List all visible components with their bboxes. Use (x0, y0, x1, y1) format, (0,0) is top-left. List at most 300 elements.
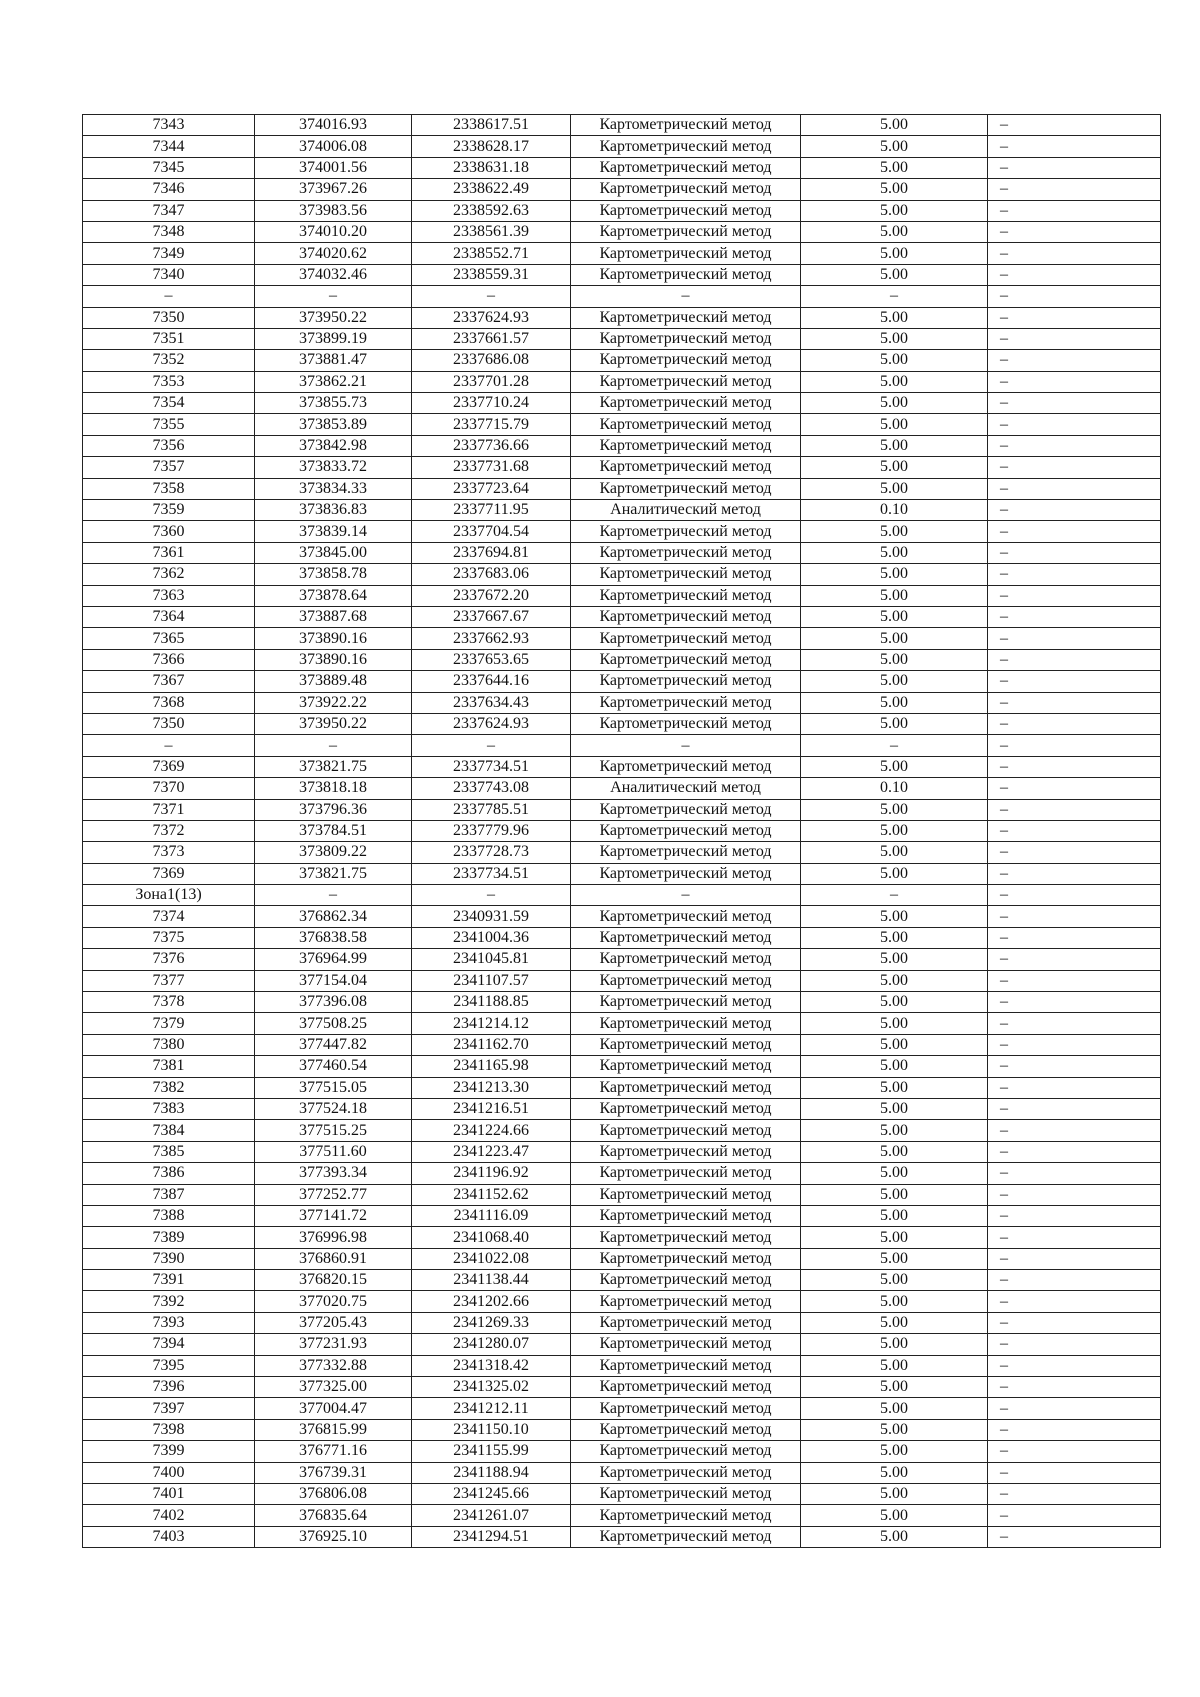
method-cell: Картометрический метод (571, 542, 801, 563)
method-cell: Картометрический метод (571, 243, 801, 264)
coord-y-cell: 2341269.33 (412, 1312, 571, 1333)
note-cell: – (988, 393, 1161, 414)
coord-x-cell: 373853.89 (255, 414, 412, 435)
note-cell: – (988, 435, 1161, 456)
coord-y-cell: 2338622.49 (412, 179, 571, 200)
coordinates-table-body (83, 115, 1161, 1548)
point-number-cell: 7361 (83, 542, 255, 563)
coord-y-cell: 2337686.08 (412, 350, 571, 371)
point-number-cell: 7389 (83, 1227, 255, 1248)
method-cell: Картометрический метод (571, 1227, 801, 1248)
table-row (83, 136, 1161, 157)
coord-x-cell: 377325.00 (255, 1377, 412, 1398)
coord-x-cell: 376996.98 (255, 1227, 412, 1248)
table-row (83, 1227, 1161, 1248)
coord-x-cell: 377447.82 (255, 1034, 412, 1055)
coord-y-cell: 2337694.81 (412, 542, 571, 563)
method-cell: Картометрический метод (571, 799, 801, 820)
accuracy-cell: 5.00 (801, 820, 988, 841)
coord-x-cell: 373842.98 (255, 435, 412, 456)
coord-y-cell: 2337624.93 (412, 307, 571, 328)
accuracy-cell: 5.00 (801, 949, 988, 970)
table-row (83, 393, 1161, 414)
coord-x-cell: 377396.08 (255, 992, 412, 1013)
coord-x-cell: 377508.25 (255, 1013, 412, 1034)
method-cell: Картометрический метод (571, 1505, 801, 1526)
method-cell: Картометрический метод (571, 1248, 801, 1269)
accuracy-cell: 5.00 (801, 1291, 988, 1312)
point-number-cell: 7381 (83, 1056, 255, 1077)
method-cell: Аналитический метод (571, 778, 801, 799)
point-number-cell: 7398 (83, 1419, 255, 1440)
method-cell: – (571, 286, 801, 307)
note-cell: – (988, 585, 1161, 606)
coord-x-cell: 377515.25 (255, 1120, 412, 1141)
coord-y-cell: 2337710.24 (412, 393, 571, 414)
table-row (83, 264, 1161, 285)
coord-x-cell: 374032.46 (255, 264, 412, 285)
coord-y-cell: – (412, 286, 571, 307)
table-row (83, 992, 1161, 1013)
accuracy-cell: 5.00 (801, 1526, 988, 1547)
note-cell: – (988, 179, 1161, 200)
note-cell: – (988, 1419, 1161, 1440)
note-cell: – (988, 927, 1161, 948)
point-number-cell: 7374 (83, 906, 255, 927)
coord-y-cell: 2341152.62 (412, 1184, 571, 1205)
point-number-cell: 7354 (83, 393, 255, 414)
method-cell: Картометрический метод (571, 628, 801, 649)
table-row (83, 735, 1161, 756)
table-row (83, 457, 1161, 478)
method-cell: Картометрический метод (571, 863, 801, 884)
coord-x-cell: 374001.56 (255, 157, 412, 178)
note-cell: – (988, 992, 1161, 1013)
accuracy-cell: 5.00 (801, 1462, 988, 1483)
method-cell: Картометрический метод (571, 1334, 801, 1355)
note-cell: – (988, 1205, 1161, 1226)
coord-x-cell: – (255, 735, 412, 756)
point-number-cell: 7362 (83, 564, 255, 585)
accuracy-cell: 5.00 (801, 200, 988, 221)
method-cell: Картометрический метод (571, 970, 801, 991)
coord-y-cell: 2337644.16 (412, 671, 571, 692)
table-row (83, 671, 1161, 692)
coordinates-table (82, 114, 1161, 1548)
point-number-cell: 7350 (83, 307, 255, 328)
table-row (83, 628, 1161, 649)
coord-y-cell: 2341223.47 (412, 1141, 571, 1162)
coord-x-cell: 373821.75 (255, 756, 412, 777)
coord-y-cell: 2337728.73 (412, 842, 571, 863)
method-cell: Картометрический метод (571, 1441, 801, 1462)
table-row (83, 1120, 1161, 1141)
coord-x-cell: 373862.21 (255, 371, 412, 392)
coord-x-cell: – (255, 885, 412, 906)
accuracy-cell: 5.00 (801, 1098, 988, 1119)
method-cell: Картометрический метод (571, 713, 801, 734)
coord-y-cell: 2341216.51 (412, 1098, 571, 1119)
accuracy-cell: – (801, 286, 988, 307)
point-number-cell: 7347 (83, 200, 255, 221)
method-cell: Картометрический метод (571, 1163, 801, 1184)
coord-x-cell: 377154.04 (255, 970, 412, 991)
accuracy-cell: 5.00 (801, 457, 988, 478)
accuracy-cell: 5.00 (801, 264, 988, 285)
table-row (83, 1077, 1161, 1098)
point-number-cell: 7369 (83, 756, 255, 777)
note-cell: – (988, 1077, 1161, 1098)
table-row (83, 1505, 1161, 1526)
note-cell: – (988, 1098, 1161, 1119)
point-number-cell: 7399 (83, 1441, 255, 1462)
method-cell: Картометрический метод (571, 1034, 801, 1055)
coord-y-cell: 2341138.44 (412, 1270, 571, 1291)
method-cell: Картометрический метод (571, 1098, 801, 1119)
table-row (83, 1013, 1161, 1034)
accuracy-cell: 5.00 (801, 1441, 988, 1462)
table-row (83, 885, 1161, 906)
point-number-cell: 7402 (83, 1505, 255, 1526)
accuracy-cell: 5.00 (801, 157, 988, 178)
method-cell: Картометрический метод (571, 307, 801, 328)
coord-y-cell: 2337683.06 (412, 564, 571, 585)
table-row (83, 692, 1161, 713)
accuracy-cell: 5.00 (801, 435, 988, 456)
accuracy-cell: 5.00 (801, 1312, 988, 1333)
table-row (83, 371, 1161, 392)
note-cell: – (988, 478, 1161, 499)
method-cell: Картометрический метод (571, 1355, 801, 1376)
coord-y-cell: 2337779.96 (412, 820, 571, 841)
table-row (83, 221, 1161, 242)
point-number-cell: 7356 (83, 435, 255, 456)
point-number-cell: 7348 (83, 221, 255, 242)
coord-y-cell: 2337661.57 (412, 328, 571, 349)
note-cell: – (988, 1377, 1161, 1398)
table-row (83, 713, 1161, 734)
note-cell: – (988, 286, 1161, 307)
table-row (83, 286, 1161, 307)
table-row (83, 1056, 1161, 1077)
table-row (83, 157, 1161, 178)
table-row (83, 1098, 1161, 1119)
note-cell: – (988, 628, 1161, 649)
note-cell: – (988, 713, 1161, 734)
accuracy-cell: 5.00 (801, 756, 988, 777)
method-cell: Картометрический метод (571, 1398, 801, 1419)
document-page (82, 114, 1160, 1548)
coord-y-cell: 2338559.31 (412, 264, 571, 285)
coord-x-cell: 373887.68 (255, 606, 412, 627)
coord-x-cell: 376815.99 (255, 1419, 412, 1440)
accuracy-cell: 5.00 (801, 1419, 988, 1440)
coord-x-cell: 377004.47 (255, 1398, 412, 1419)
table-row (83, 500, 1161, 521)
coord-y-cell: 2341224.66 (412, 1120, 571, 1141)
accuracy-cell: 5.00 (801, 1034, 988, 1055)
table-row (83, 649, 1161, 670)
coord-x-cell: 377515.05 (255, 1077, 412, 1098)
note-cell: – (988, 521, 1161, 542)
accuracy-cell: – (801, 885, 988, 906)
coord-x-cell: 373839.14 (255, 521, 412, 542)
coord-y-cell: 2337701.28 (412, 371, 571, 392)
accuracy-cell: 5.00 (801, 906, 988, 927)
point-number-cell: 7383 (83, 1098, 255, 1119)
coord-y-cell: 2341280.07 (412, 1334, 571, 1355)
accuracy-cell: 5.00 (801, 1248, 988, 1269)
note-cell: – (988, 1462, 1161, 1483)
note-cell: – (988, 1227, 1161, 1248)
coord-y-cell: 2341188.94 (412, 1462, 571, 1483)
note-cell: – (988, 1484, 1161, 1505)
note-cell: – (988, 1505, 1161, 1526)
point-number-cell: 7372 (83, 820, 255, 841)
note-cell: – (988, 200, 1161, 221)
coord-x-cell: 373922.22 (255, 692, 412, 713)
coord-y-cell: 2337711.95 (412, 500, 571, 521)
point-number-cell: Зона1(13) (83, 885, 255, 906)
table-row (83, 1398, 1161, 1419)
table-row (83, 756, 1161, 777)
method-cell: Картометрический метод (571, 200, 801, 221)
table-row (83, 820, 1161, 841)
note-cell: – (988, 1120, 1161, 1141)
coord-x-cell: 376964.99 (255, 949, 412, 970)
accuracy-cell: 5.00 (801, 1077, 988, 1098)
coord-y-cell: 2341022.08 (412, 1248, 571, 1269)
coord-y-cell: 2341004.36 (412, 927, 571, 948)
accuracy-cell: 5.00 (801, 1227, 988, 1248)
method-cell: Аналитический метод (571, 500, 801, 521)
table-row (83, 1377, 1161, 1398)
coord-x-cell: 377332.88 (255, 1355, 412, 1376)
accuracy-cell: 5.00 (801, 606, 988, 627)
coord-y-cell: 2341261.07 (412, 1505, 571, 1526)
note-cell: – (988, 970, 1161, 991)
method-cell: Картометрический метод (571, 1077, 801, 1098)
method-cell: Картометрический метод (571, 671, 801, 692)
method-cell: Картометрический метод (571, 371, 801, 392)
method-cell: Картометрический метод (571, 393, 801, 414)
coord-y-cell: 2337634.43 (412, 692, 571, 713)
table-row (83, 1291, 1161, 1312)
table-row (83, 414, 1161, 435)
accuracy-cell: 0.10 (801, 778, 988, 799)
coord-x-cell: 377511.60 (255, 1141, 412, 1162)
note-cell: – (988, 564, 1161, 585)
coord-x-cell: 376771.16 (255, 1441, 412, 1462)
coord-y-cell: 2341165.98 (412, 1056, 571, 1077)
note-cell: – (988, 842, 1161, 863)
coord-y-cell: 2341155.99 (412, 1441, 571, 1462)
method-cell: Картометрический метод (571, 585, 801, 606)
method-cell: Картометрический метод (571, 1270, 801, 1291)
point-number-cell: 7370 (83, 778, 255, 799)
note-cell: – (988, 457, 1161, 478)
method-cell: Картометрический метод (571, 1184, 801, 1205)
point-number-cell: 7401 (83, 1484, 255, 1505)
note-cell: – (988, 1056, 1161, 1077)
coord-y-cell: 2338592.63 (412, 200, 571, 221)
coord-y-cell: 2337734.51 (412, 756, 571, 777)
note-cell: – (988, 649, 1161, 670)
point-number-cell: 7385 (83, 1141, 255, 1162)
note-cell: – (988, 1398, 1161, 1419)
coord-y-cell: 2338561.39 (412, 221, 571, 242)
coord-y-cell: 2340931.59 (412, 906, 571, 927)
point-number-cell: 7359 (83, 500, 255, 521)
coord-y-cell: 2337653.65 (412, 649, 571, 670)
coord-x-cell: 374020.62 (255, 243, 412, 264)
accuracy-cell: 5.00 (801, 1056, 988, 1077)
accuracy-cell: 5.00 (801, 1141, 988, 1162)
coord-y-cell: 2337734.51 (412, 863, 571, 884)
accuracy-cell: 5.00 (801, 1505, 988, 1526)
table-row (83, 1334, 1161, 1355)
table-row (83, 1419, 1161, 1440)
note-cell: – (988, 756, 1161, 777)
accuracy-cell: 5.00 (801, 863, 988, 884)
accuracy-cell: 5.00 (801, 649, 988, 670)
method-cell: Картометрический метод (571, 1312, 801, 1333)
point-number-cell: 7344 (83, 136, 255, 157)
accuracy-cell: 5.00 (801, 692, 988, 713)
point-number-cell: – (83, 286, 255, 307)
accuracy-cell: 5.00 (801, 521, 988, 542)
point-number-cell: 7363 (83, 585, 255, 606)
coord-x-cell: 373834.33 (255, 478, 412, 499)
note-cell: – (988, 692, 1161, 713)
accuracy-cell: 5.00 (801, 221, 988, 242)
point-number-cell: 7355 (83, 414, 255, 435)
point-number-cell: 7366 (83, 649, 255, 670)
table-row (83, 435, 1161, 456)
table-row (83, 1526, 1161, 1547)
coord-x-cell: 373950.22 (255, 307, 412, 328)
note-cell: – (988, 221, 1161, 242)
coord-y-cell: – (412, 735, 571, 756)
note-cell: – (988, 157, 1161, 178)
accuracy-cell: – (801, 735, 988, 756)
coord-x-cell: – (255, 286, 412, 307)
note-cell: – (988, 414, 1161, 435)
accuracy-cell: 5.00 (801, 1184, 988, 1205)
table-row (83, 606, 1161, 627)
method-cell: Картометрический метод (571, 606, 801, 627)
point-number-cell: 7373 (83, 842, 255, 863)
point-number-cell: 7376 (83, 949, 255, 970)
method-cell: Картометрический метод (571, 136, 801, 157)
point-number-cell: 7388 (83, 1205, 255, 1226)
accuracy-cell: 5.00 (801, 1163, 988, 1184)
coord-y-cell: 2341107.57 (412, 970, 571, 991)
coord-y-cell: 2337672.20 (412, 585, 571, 606)
coord-y-cell: 2337667.67 (412, 606, 571, 627)
coord-y-cell: 2337731.68 (412, 457, 571, 478)
point-number-cell: – (83, 735, 255, 756)
table-row (83, 200, 1161, 221)
point-number-cell: 7403 (83, 1526, 255, 1547)
point-number-cell: 7351 (83, 328, 255, 349)
point-number-cell: 7368 (83, 692, 255, 713)
coord-x-cell: 373836.83 (255, 500, 412, 521)
note-cell: – (988, 1355, 1161, 1376)
table-row (83, 927, 1161, 948)
coord-x-cell: 373890.16 (255, 628, 412, 649)
note-cell: – (988, 328, 1161, 349)
accuracy-cell: 5.00 (801, 713, 988, 734)
table-row (83, 1355, 1161, 1376)
table-row (83, 243, 1161, 264)
coord-y-cell: 2337624.93 (412, 713, 571, 734)
coord-x-cell: 377205.43 (255, 1312, 412, 1333)
table-row (83, 115, 1161, 136)
table-row (83, 970, 1161, 991)
coord-y-cell: 2341068.40 (412, 1227, 571, 1248)
note-cell: – (988, 1312, 1161, 1333)
note-cell: – (988, 1334, 1161, 1355)
table-row (83, 949, 1161, 970)
table-row (83, 842, 1161, 863)
accuracy-cell: 5.00 (801, 1334, 988, 1355)
coord-y-cell: 2337704.54 (412, 521, 571, 542)
point-number-cell: 7340 (83, 264, 255, 285)
point-number-cell: 7352 (83, 350, 255, 371)
table-row (83, 799, 1161, 820)
coord-x-cell: 373881.47 (255, 350, 412, 371)
coord-x-cell: 374016.93 (255, 115, 412, 136)
accuracy-cell: 5.00 (801, 478, 988, 499)
coord-y-cell: 2338628.17 (412, 136, 571, 157)
table-row (83, 906, 1161, 927)
accuracy-cell: 5.00 (801, 136, 988, 157)
table-row (83, 778, 1161, 799)
coord-x-cell: 377460.54 (255, 1056, 412, 1077)
coord-x-cell: 377393.34 (255, 1163, 412, 1184)
method-cell: Картометрический метод (571, 457, 801, 478)
table-row (83, 585, 1161, 606)
method-cell: Картометрический метод (571, 478, 801, 499)
coord-y-cell: 2341212.11 (412, 1398, 571, 1419)
coord-y-cell: 2337715.79 (412, 414, 571, 435)
coord-x-cell: 377524.18 (255, 1098, 412, 1119)
point-number-cell: 7345 (83, 157, 255, 178)
note-cell: – (988, 1013, 1161, 1034)
note-cell: – (988, 1184, 1161, 1205)
method-cell: Картометрический метод (571, 1205, 801, 1226)
note-cell: – (988, 136, 1161, 157)
point-number-cell: 7390 (83, 1248, 255, 1269)
table-row (83, 478, 1161, 499)
method-cell: Картометрический метод (571, 1141, 801, 1162)
accuracy-cell: 5.00 (801, 179, 988, 200)
point-number-cell: 7350 (83, 713, 255, 734)
coord-y-cell: 2338617.51 (412, 115, 571, 136)
accuracy-cell: 5.00 (801, 970, 988, 991)
coord-y-cell: 2341325.02 (412, 1377, 571, 1398)
method-cell: Картометрический метод (571, 1419, 801, 1440)
coord-x-cell: 373821.75 (255, 863, 412, 884)
note-cell: – (988, 1248, 1161, 1269)
point-number-cell: 7387 (83, 1184, 255, 1205)
table-row (83, 179, 1161, 200)
table-row (83, 564, 1161, 585)
table-row (83, 1270, 1161, 1291)
note-cell: – (988, 885, 1161, 906)
point-number-cell: 7349 (83, 243, 255, 264)
